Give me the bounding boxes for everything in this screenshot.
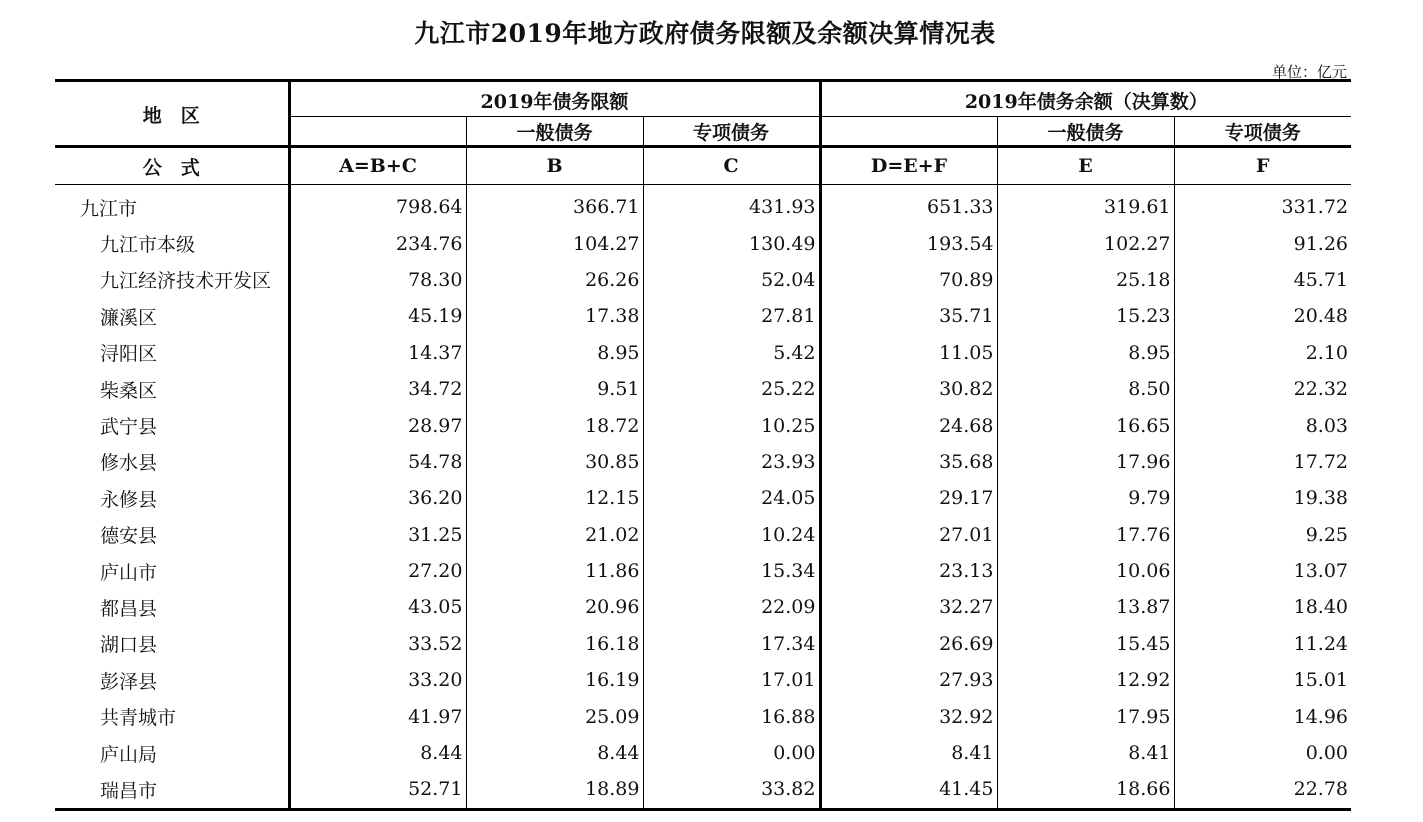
balance-total-header xyxy=(820,117,997,147)
limit-total-header xyxy=(289,117,466,147)
value-cell: 35.71 xyxy=(820,298,997,334)
value-cell: 41.45 xyxy=(820,771,997,809)
value-cell: 21.02 xyxy=(466,517,643,553)
value-cell: 16.65 xyxy=(997,407,1174,443)
value-cell: 32.92 xyxy=(820,698,997,734)
value-cell: 31.25 xyxy=(289,517,466,553)
value-cell: 17.38 xyxy=(466,298,643,334)
value-cell: 15.45 xyxy=(997,626,1174,662)
value-cell: 14.96 xyxy=(1174,698,1351,734)
region-name-cell: 修水县 xyxy=(100,452,158,475)
value-cell: 43.05 xyxy=(289,589,466,625)
value-cell: 10.24 xyxy=(643,517,820,553)
value-cell: 25.22 xyxy=(643,371,820,407)
region-name-cell: 武宁县 xyxy=(100,416,158,439)
formula-cell: F xyxy=(1174,147,1351,185)
value-cell: 20.48 xyxy=(1174,298,1351,334)
region-name-cell: 彭泽县 xyxy=(100,670,158,693)
value-cell: 25.18 xyxy=(997,262,1174,298)
balance-special-header: 专项债务 xyxy=(1174,117,1351,147)
unit-label: 单位：亿元 xyxy=(1271,63,1347,81)
region-name-cell: 九江市本级 xyxy=(100,234,196,257)
value-cell: 17.76 xyxy=(997,517,1174,553)
table-row xyxy=(55,407,1351,443)
value-cell: 22.32 xyxy=(1174,371,1351,407)
value-cell: 366.71 xyxy=(466,185,643,226)
value-cell: 28.97 xyxy=(289,407,466,443)
value-cell: 16.18 xyxy=(466,626,643,662)
value-cell: 35.68 xyxy=(820,444,997,480)
value-cell: 54.78 xyxy=(289,444,466,480)
limit-group-header: 2019年债务限额 xyxy=(289,81,820,117)
region-name-cell: 德安县 xyxy=(100,525,158,548)
value-cell: 70.89 xyxy=(820,262,997,298)
region-name-cell: 永修县 xyxy=(100,488,158,511)
region-name-cell: 庐山市 xyxy=(100,561,158,584)
value-cell: 8.44 xyxy=(466,735,643,771)
value-cell: 651.33 xyxy=(820,185,997,226)
value-cell: 9.25 xyxy=(1174,517,1351,553)
region-name-cell: 都昌县 xyxy=(100,597,158,620)
value-cell: 23.93 xyxy=(643,444,820,480)
value-cell: 27.01 xyxy=(820,517,997,553)
page-title: 九江市2019年地方政府债务限额及余额决算情况表 xyxy=(414,19,996,48)
balance-group-header: 2019年债务余额（决算数） xyxy=(820,81,1351,117)
table-row xyxy=(55,662,1351,698)
value-cell: 25.09 xyxy=(466,698,643,734)
value-cell: 33.82 xyxy=(643,771,820,809)
region-name-cell: 九江经济技术开发区 xyxy=(100,270,272,293)
value-cell: 15.01 xyxy=(1174,662,1351,698)
value-cell: 17.95 xyxy=(997,698,1174,734)
value-cell: 45.71 xyxy=(1174,262,1351,298)
value-cell: 29.17 xyxy=(820,480,997,516)
value-cell: 11.86 xyxy=(466,553,643,589)
value-cell: 2.10 xyxy=(1174,335,1351,371)
value-cell: 9.51 xyxy=(466,371,643,407)
value-cell: 15.34 xyxy=(643,553,820,589)
table-row xyxy=(55,771,1351,809)
value-cell: 27.20 xyxy=(289,553,466,589)
debt-table xyxy=(55,79,1351,811)
value-cell: 32.27 xyxy=(820,589,997,625)
formula-cell: E xyxy=(997,147,1174,185)
value-cell: 30.85 xyxy=(466,444,643,480)
value-cell: 27.81 xyxy=(643,298,820,334)
value-cell: 130.49 xyxy=(643,225,820,261)
table-row xyxy=(55,444,1351,480)
value-cell: 16.19 xyxy=(466,662,643,698)
table-row xyxy=(55,517,1351,553)
formula-cell: A=B+C xyxy=(289,147,466,185)
region-name-cell: 湖口县 xyxy=(100,634,158,657)
value-cell: 13.87 xyxy=(997,589,1174,625)
value-cell: 18.89 xyxy=(466,771,643,809)
value-cell: 36.20 xyxy=(289,480,466,516)
value-cell: 16.88 xyxy=(643,698,820,734)
value-cell: 14.37 xyxy=(289,335,466,371)
value-cell: 234.76 xyxy=(289,225,466,261)
value-cell: 18.72 xyxy=(466,407,643,443)
value-cell: 8.50 xyxy=(997,371,1174,407)
table-row xyxy=(55,698,1351,734)
value-cell: 11.05 xyxy=(820,335,997,371)
value-cell: 52.04 xyxy=(643,262,820,298)
table-row xyxy=(55,335,1351,371)
value-cell: 13.07 xyxy=(1174,553,1351,589)
value-cell: 27.93 xyxy=(820,662,997,698)
value-cell: 22.09 xyxy=(643,589,820,625)
value-cell: 11.24 xyxy=(1174,626,1351,662)
value-cell: 10.25 xyxy=(643,407,820,443)
value-cell: 18.66 xyxy=(997,771,1174,809)
region-name-cell: 浔阳区 xyxy=(100,343,158,366)
value-cell: 17.01 xyxy=(643,662,820,698)
value-cell: 0.00 xyxy=(1174,735,1351,771)
value-cell: 20.96 xyxy=(466,589,643,625)
table-row xyxy=(55,480,1351,516)
value-cell: 798.64 xyxy=(289,185,466,226)
value-cell: 22.78 xyxy=(1174,771,1351,809)
value-cell: 26.69 xyxy=(820,626,997,662)
region-name-cell: 九江市 xyxy=(80,197,138,220)
formula-cell: C xyxy=(643,147,820,185)
value-cell: 8.95 xyxy=(997,335,1174,371)
value-cell: 193.54 xyxy=(820,225,997,261)
value-cell: 15.23 xyxy=(997,298,1174,334)
value-cell: 91.26 xyxy=(1174,225,1351,261)
table-row xyxy=(55,262,1351,298)
balance-general-header: 一般债务 xyxy=(997,117,1174,147)
value-cell: 19.38 xyxy=(1174,480,1351,516)
table-row xyxy=(55,225,1351,261)
value-cell: 24.68 xyxy=(820,407,997,443)
value-cell: 319.61 xyxy=(997,185,1174,226)
value-cell: 8.41 xyxy=(997,735,1174,771)
value-cell: 45.19 xyxy=(289,298,466,334)
table-row xyxy=(55,735,1351,771)
value-cell: 10.06 xyxy=(997,553,1174,589)
value-cell: 41.97 xyxy=(289,698,466,734)
value-cell: 8.03 xyxy=(1174,407,1351,443)
value-cell: 0.00 xyxy=(643,735,820,771)
value-cell: 23.13 xyxy=(820,553,997,589)
limit-general-header: 一般债务 xyxy=(466,117,643,147)
value-cell: 17.72 xyxy=(1174,444,1351,480)
value-cell: 34.72 xyxy=(289,371,466,407)
region-name-cell: 瑞昌市 xyxy=(100,779,158,802)
formula-cell: B xyxy=(466,147,643,185)
table-row xyxy=(55,553,1351,589)
table-row xyxy=(55,185,1351,226)
region-name-cell: 庐山局 xyxy=(100,743,158,766)
value-cell: 104.27 xyxy=(466,225,643,261)
value-cell: 102.27 xyxy=(997,225,1174,261)
value-cell: 17.34 xyxy=(643,626,820,662)
value-cell: 33.52 xyxy=(289,626,466,662)
value-cell: 17.96 xyxy=(997,444,1174,480)
region-name-cell: 柴桑区 xyxy=(100,379,158,402)
value-cell: 12.15 xyxy=(466,480,643,516)
region-header: 地 区 xyxy=(142,105,200,127)
value-cell: 26.26 xyxy=(466,262,643,298)
value-cell: 24.05 xyxy=(643,480,820,516)
value-cell: 8.95 xyxy=(466,335,643,371)
table-row xyxy=(55,298,1351,334)
formula-label: 公 式 xyxy=(55,147,289,185)
value-cell: 52.71 xyxy=(289,771,466,809)
table-row xyxy=(55,589,1351,625)
value-cell: 9.79 xyxy=(997,480,1174,516)
value-cell: 331.72 xyxy=(1174,185,1351,226)
value-cell: 18.40 xyxy=(1174,589,1351,625)
formula-cell: D=E+F xyxy=(820,147,997,185)
table-row xyxy=(55,626,1351,662)
value-cell: 33.20 xyxy=(289,662,466,698)
value-cell: 431.93 xyxy=(643,185,820,226)
value-cell: 5.42 xyxy=(643,335,820,371)
limit-special-header: 专项债务 xyxy=(643,117,820,147)
value-cell: 12.92 xyxy=(997,662,1174,698)
value-cell: 78.30 xyxy=(289,262,466,298)
value-cell: 8.41 xyxy=(820,735,997,771)
region-name-cell: 共青城市 xyxy=(100,707,177,730)
region-name-cell: 濂溪区 xyxy=(100,306,158,329)
value-cell: 8.44 xyxy=(289,735,466,771)
table-row xyxy=(55,371,1351,407)
value-cell: 30.82 xyxy=(820,371,997,407)
